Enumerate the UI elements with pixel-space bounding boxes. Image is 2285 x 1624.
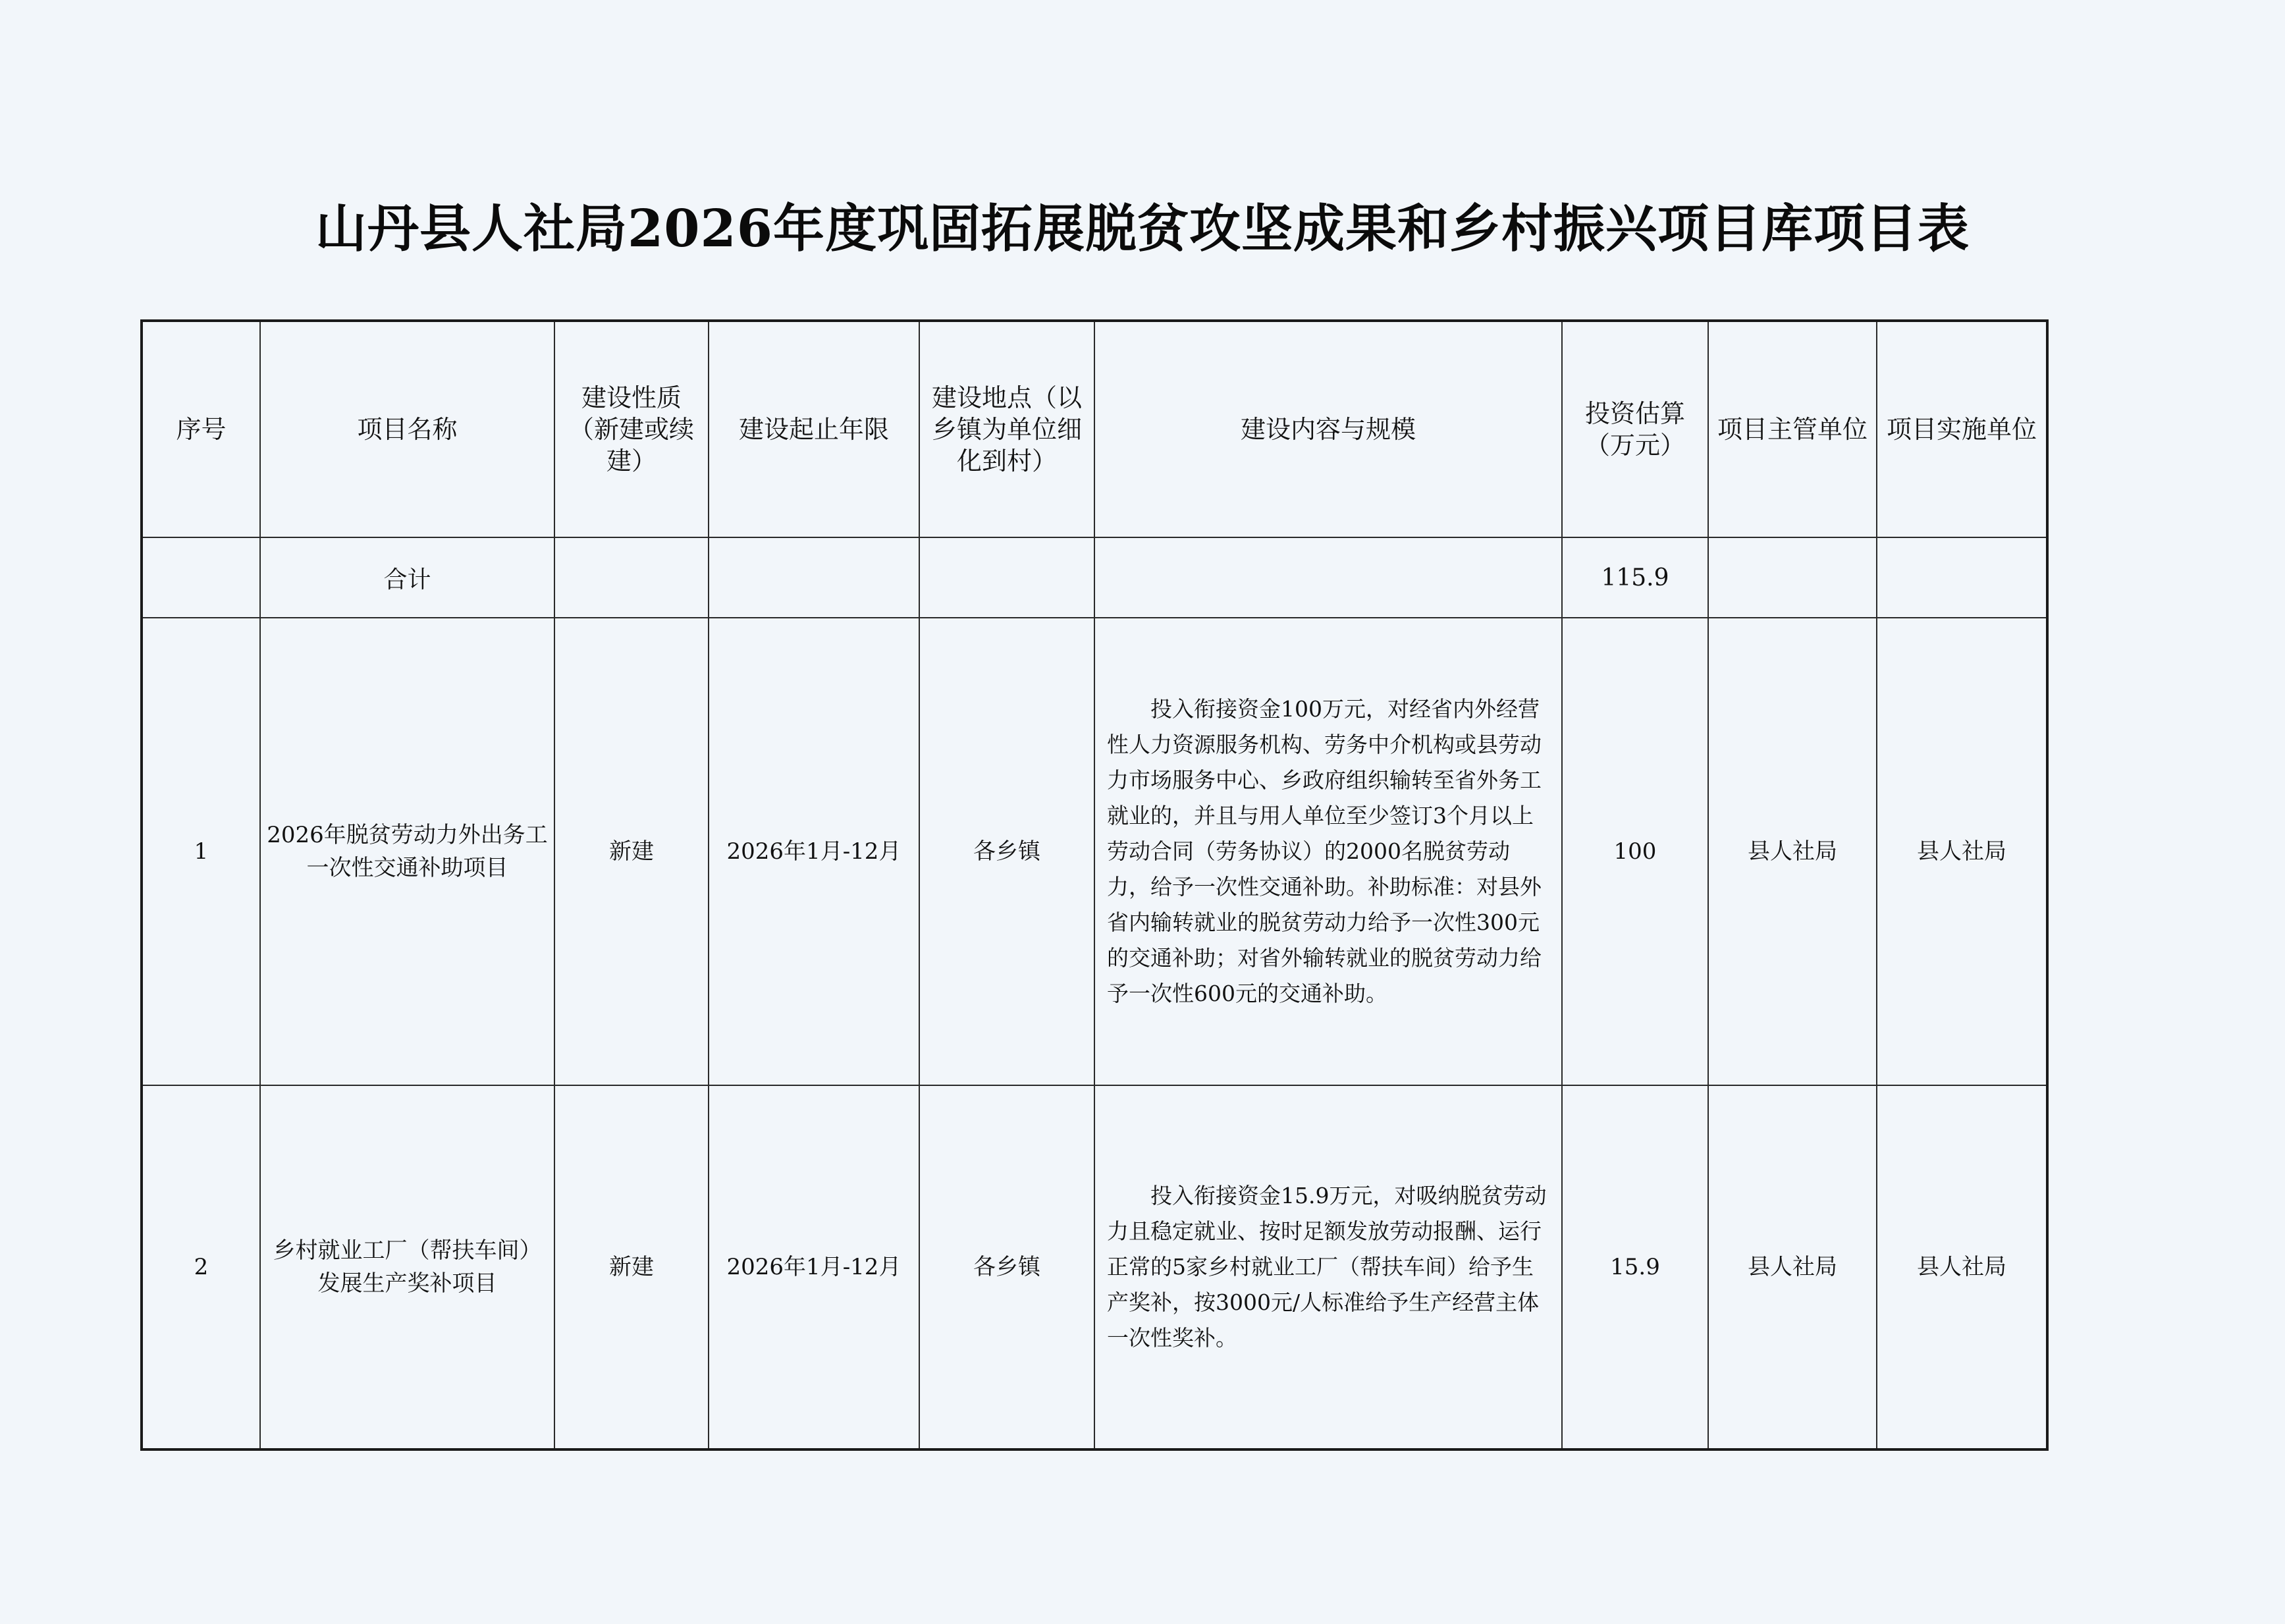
row-project-name: 乡村就业工厂（帮扶车间）发展生产奖补项目: [260, 1085, 554, 1449]
row-period: 2026年1月-12月: [709, 618, 919, 1085]
header-supervisor: 项目主管单位: [1708, 321, 1877, 537]
row-nature: 新建: [554, 618, 709, 1085]
summary-seq: [142, 537, 260, 618]
row-investment: 15.9: [1562, 1085, 1708, 1449]
header-period: 建设起止年限: [709, 321, 919, 537]
row-supervisor: 县人社局: [1708, 618, 1877, 1085]
header-implementer: 项目实施单位: [1877, 321, 2047, 537]
header-content: 建设内容与规模: [1094, 321, 1562, 537]
document-title: 山丹县人社局2026年度巩固拓展脱贫攻坚成果和乡村振兴项目库项目表: [315, 199, 1970, 259]
row-investment: 100: [1562, 618, 1708, 1085]
summary-label: 合计: [260, 537, 554, 618]
summary-row: [142, 537, 2047, 618]
row-project-name: 2026年脱贫劳动力外出务工一次性交通补助项目: [260, 618, 554, 1085]
row-supervisor: 县人社局: [1708, 1085, 1877, 1449]
row-implementer: 县人社局: [1877, 618, 2047, 1085]
header-row: [142, 321, 2047, 537]
row-nature: 新建: [554, 1085, 709, 1449]
header-nature: 建设性质（新建或续建）: [554, 321, 709, 537]
row-seq: 2: [142, 1085, 260, 1449]
row-location: 各乡镇: [919, 1085, 1094, 1449]
row-period: 2026年1月-12月: [709, 1085, 919, 1449]
row-content: [1094, 618, 1562, 1085]
row-content: [1094, 1085, 1562, 1449]
row-content-text: 投入衔接资金15.9万元，对吸纳脱贫劳动力且稳定就业、按时足额发放劳动报酬、运行正常的5家乡村就业工厂（帮扶车间）给予生产奖补，按3000元/人标准给予生产经营主体一次性奖补。: [1107, 1183, 1547, 1351]
header-seq: 序号: [142, 321, 260, 537]
project-table: [140, 319, 2049, 1451]
row-content-text: 投入衔接资金100万元，对经省内外经营性人力资源服务机构、劳务中介机构或县劳动力市场服务中心、乡政府组织输转至省外务工就业的，并且与用人单位至少签订3个月以上劳动合同（劳务协议）的2000名脱贫劳动力，给予一次性交通补助。补助标准：对县外省内输转就业的脱贫劳动力给予一次性300元的交通补助；对省外输转就业的脱贫劳动力给予一次性600元的交通补助。: [1107, 696, 1542, 1006]
header-location: 建设地点（以乡镇为单位细化到村）: [919, 321, 1094, 537]
header-name: 项目名称: [260, 321, 554, 537]
summary-investment: 115.9: [1562, 537, 1708, 618]
table-row: [142, 1085, 2047, 1449]
row-seq: 1: [142, 618, 260, 1085]
table-row: [142, 618, 2047, 1085]
row-location: 各乡镇: [919, 618, 1094, 1085]
header-investment: 投资估算（万元）: [1562, 321, 1708, 537]
row-implementer: 县人社局: [1877, 1085, 2047, 1449]
